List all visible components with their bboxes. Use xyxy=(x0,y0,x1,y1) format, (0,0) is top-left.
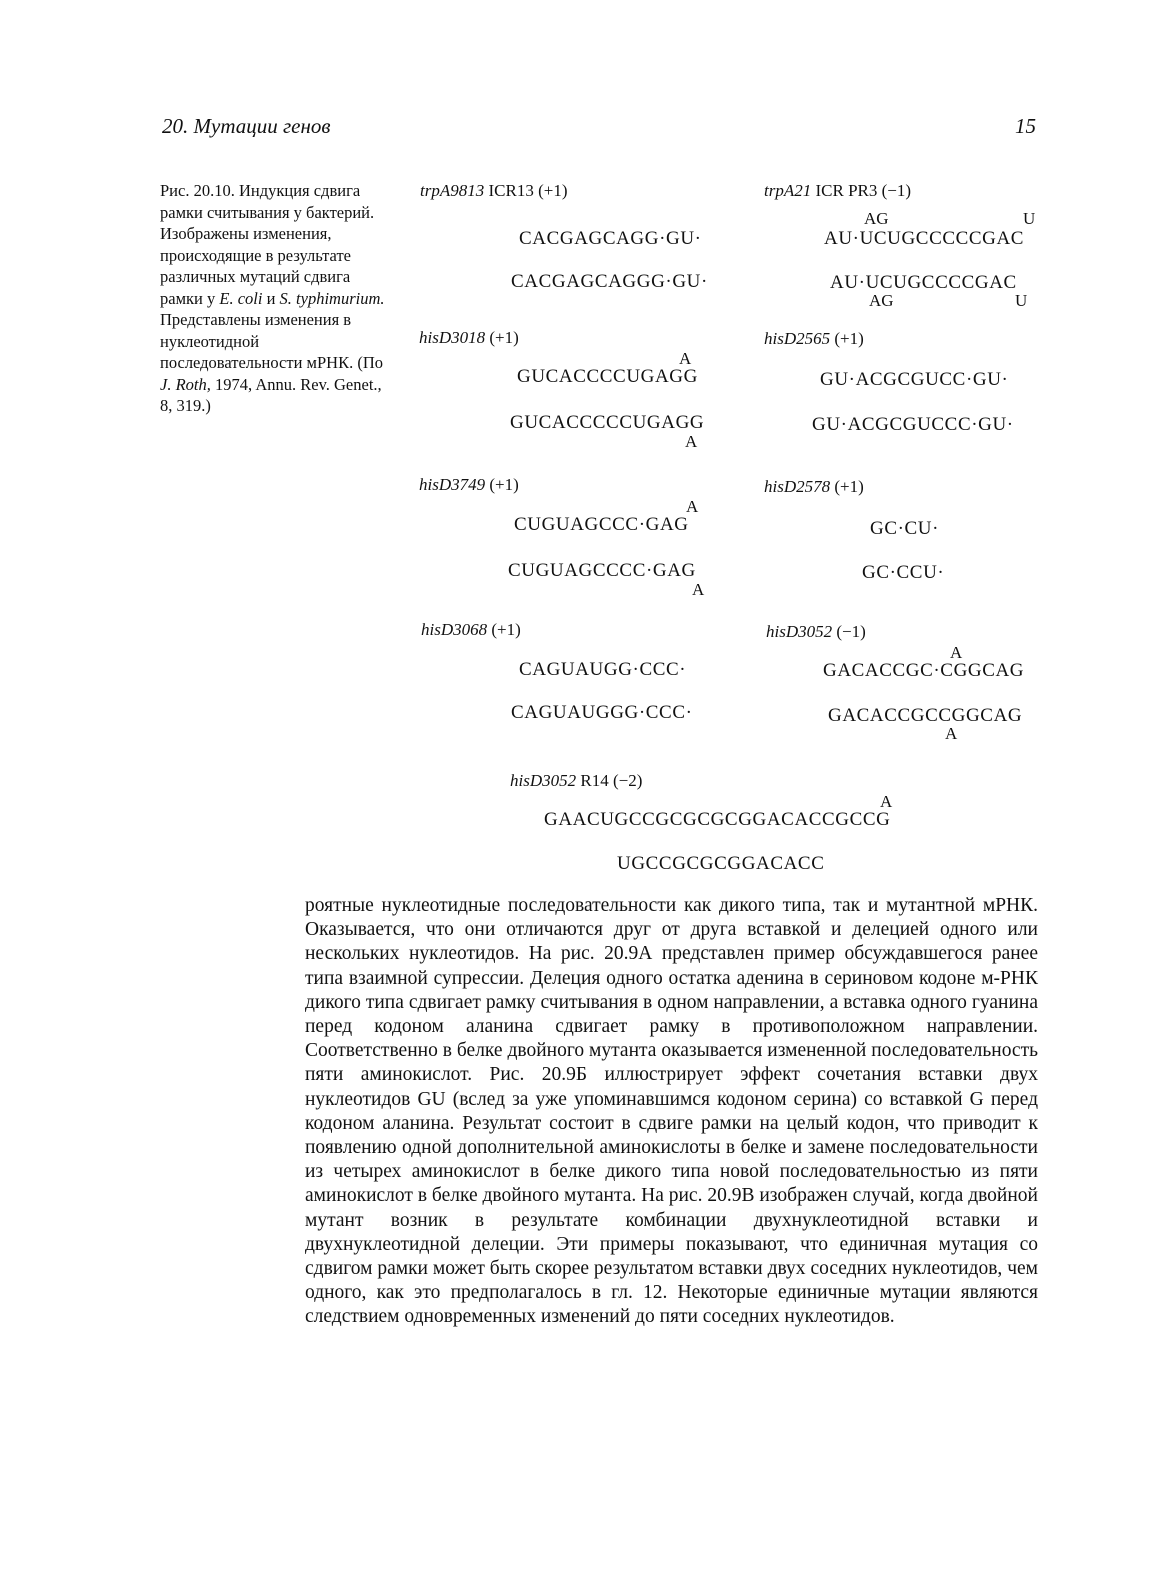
mutant-sequence: CUGUAGCCCC·GAG xyxy=(508,560,696,581)
loop-marker: U xyxy=(1015,291,1028,310)
caption-text: Представлены изменения в нуклеотидной последовательности мРНК. (По xyxy=(160,310,383,372)
loop-marker: AG xyxy=(869,291,894,310)
gene-name: trpA9813 xyxy=(420,181,485,200)
gene-name: hisD3052 xyxy=(510,771,577,790)
loop-marker: U xyxy=(1023,209,1036,228)
gene-name: hisD2565 xyxy=(764,329,831,348)
gene-name: hisD3068 xyxy=(421,620,488,639)
mutation-label xyxy=(420,181,567,201)
mutation-label xyxy=(766,622,866,642)
caption-species-styphimurium: S. typhimurium. xyxy=(279,288,385,308)
mutation-type: (+1) xyxy=(834,477,864,496)
wild-type-sequence: AU·UCUGCCCCCGAC xyxy=(824,228,1025,249)
caption-text: Рис. 20.10. Индукция сдвига рамки считывания у бактерий. Изображены изменения, происходящие в результате различных мутаций сдвига рамки у xyxy=(160,181,375,308)
gene-name: hisD3749 xyxy=(419,475,486,494)
gene-name: trpA21 xyxy=(764,181,812,200)
wild-type-sequence: GUCACCCCUGAGG xyxy=(517,366,698,387)
mutation-label xyxy=(764,181,911,201)
gene-name: hisD2578 xyxy=(764,477,831,496)
caption-text: и xyxy=(262,288,280,308)
mutation-type: ICR PR3 (−1) xyxy=(815,181,912,200)
wild-type-sequence: GC·CU· xyxy=(870,518,940,539)
mutant-sequence: CAGUAUGGG·CCC· xyxy=(511,702,693,723)
mutation-type: (−1) xyxy=(836,622,866,641)
mutant-sequence: AU·UCUGCCCCGAC xyxy=(830,272,1017,293)
caption-text: 1974, Annu. Rev. Genet., 8, 319.) xyxy=(160,374,382,415)
insertion-marker: A xyxy=(945,724,958,743)
wild-type-sequence: GAACUGCCGCGCGCGGACACCGCCG xyxy=(544,809,891,830)
mutation-label xyxy=(764,329,864,349)
mutation-label xyxy=(419,475,519,495)
caption-species-ecoli: E. coli xyxy=(219,288,263,308)
wild-type-sequence: CAGUAUGG·CCC· xyxy=(519,659,687,680)
insertion-marker: A xyxy=(685,432,698,451)
wild-type-sequence: CACGAGCAGG·GU· xyxy=(519,228,702,249)
mutation-type: R14 (−2) xyxy=(580,771,643,790)
loop-marker: AG xyxy=(864,209,889,228)
mutation-label xyxy=(421,620,521,640)
insertion-marker: A xyxy=(692,580,705,599)
mutant-sequence: GACACCGCCGGCAG xyxy=(828,705,1023,726)
mutation-type: (+1) xyxy=(489,328,519,347)
mutation-type: (+1) xyxy=(489,475,519,494)
caption-author: J. Roth, xyxy=(160,374,211,394)
mutation-label xyxy=(764,477,864,497)
mutation-label xyxy=(510,771,642,791)
figure-caption xyxy=(160,180,385,417)
gene-name: hisD3052 xyxy=(766,622,833,641)
insertion-marker: A xyxy=(686,497,699,516)
page-number: 15 xyxy=(1015,114,1036,138)
insertion-marker: A xyxy=(679,349,692,368)
mutant-sequence: GC·CCU· xyxy=(862,562,945,583)
mutation-label xyxy=(419,328,519,348)
mutant-sequence: GUCACCCCCUGAGG xyxy=(510,412,705,433)
wild-type-sequence: GACACCGC·CGGCAG xyxy=(823,660,1025,681)
mutant-sequence: CACGAGCAGGG·GU· xyxy=(511,271,708,292)
gene-name: hisD3018 xyxy=(419,328,486,347)
insertion-marker: A xyxy=(950,643,963,662)
body-text: роятные нуклеотидные последовательности как дикого типа, так и мутантной мРНК. Оказывается, что они отличаются друг от друга вставкой и делецией одного или нескольких нуклеотидов. На рис. 20.9А представлен пример обсуждавшегося ранее типа взаимной супрессии. Делеция одного остатка аденина в сериновом кодоне м-РНК дикого типа сдвигает рамку считывания в одном направлении, а вставка одного гуанина перед кодоном аланина сдвигает рамку в противоположном направлении. Соответственно в белке двойного мутанта оказывается измененной последовательность пяти аминокислот. Рис. 20.9Б иллюстрирует эффект сочетания вставки двух нуклеотидов GU (вслед за уже упоминавшимся кодоном серина) со вставкой G перед кодоном аланина. Результат состоит в сдвиге рамки на целый кодон, что приводит к появлению одной дополнительной аминокислоты в белке и замене последовательности из четырех аминокислот в белке дикого типа новой последовательностью из пяти аминокислот в белке двойного мутанта. На рис. 20.9В изображен случай, когда двойной мутант возник в результате комбинации двухнуклеотидной вставки и двухнуклеотидной делеции. Эти примеры показывают, что единичная мутация со сдвигом рамки может быть скорее результатом вставки двух соседних нуклеотидов, чем одного, как это предполагалось в гл. 12. Некоторые единичные мутации являются следствием одновременных изменений до пяти соседних нуклеотидов. xyxy=(305,895,1038,1328)
mutation-type: ICR13 (+1) xyxy=(488,181,568,200)
mutant-sequence: GU·ACGCGUCCC·GU· xyxy=(812,414,1014,435)
mutant-sequence: UGCCGCGCGGACACC xyxy=(617,853,825,874)
mutation-type: (+1) xyxy=(834,329,864,348)
running-title: 20. Мутации генов xyxy=(162,114,331,138)
insertion-marker: A xyxy=(880,792,893,811)
mutation-type: (+1) xyxy=(491,620,521,639)
wild-type-sequence: GU·ACGCGUCC·GU· xyxy=(820,369,1009,390)
wild-type-sequence: CUGUAGCCC·GAG xyxy=(514,514,689,535)
